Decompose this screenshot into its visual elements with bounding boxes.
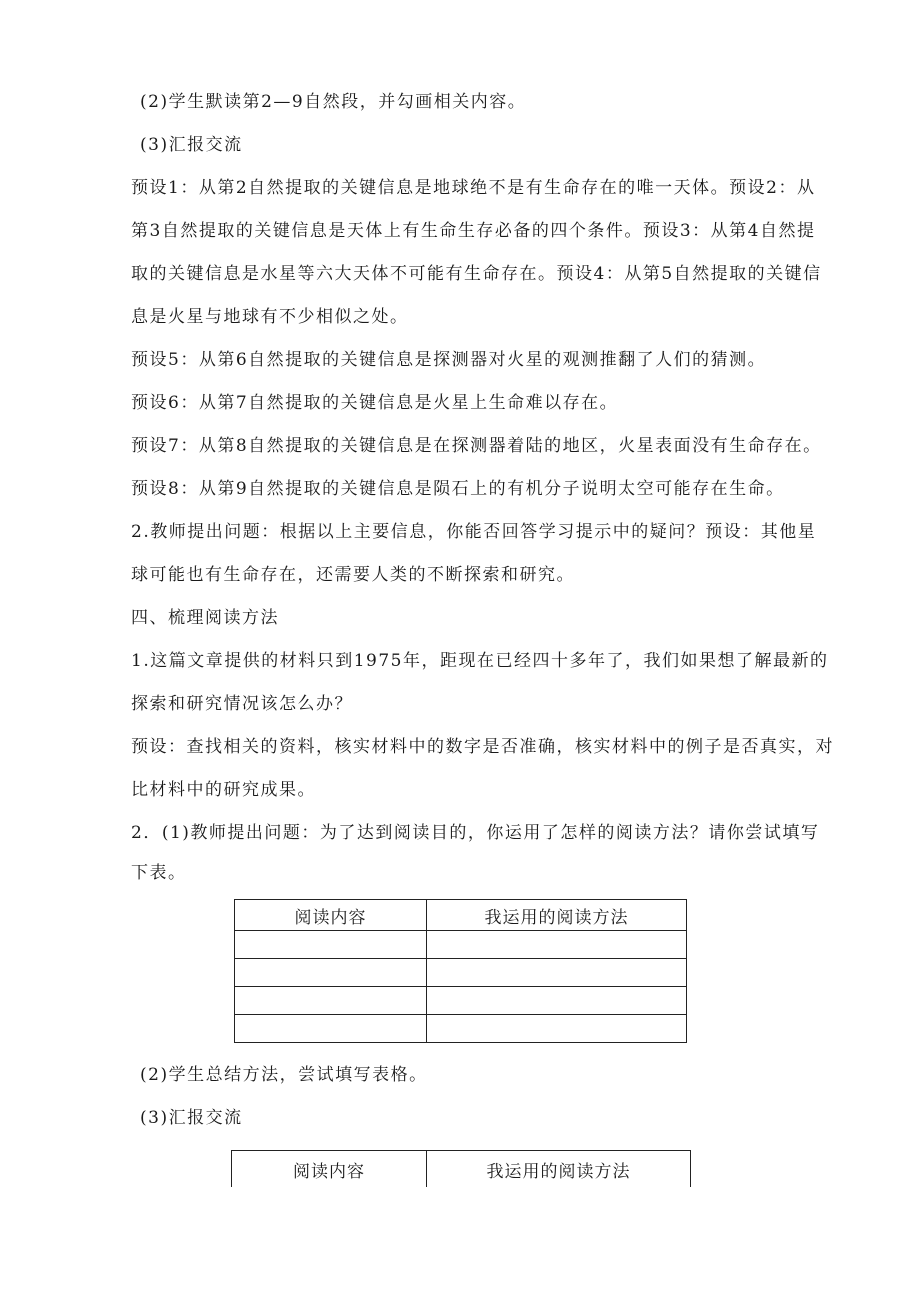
line-14: 1.这篇文章提供的材料只到1975年，距现在已经四十多年了，我们如果想了解最新的: [131, 651, 829, 671]
line-5: 取的关键信息是水星等六大天体不可能有生命存在。预设4：从第5自然提取的关键信: [131, 264, 822, 284]
line-20: (2)学生总结方法，尝试填写表格。: [140, 1065, 428, 1085]
table-row: [235, 1015, 687, 1043]
line-15: 探索和研究情况该怎么办？: [131, 694, 353, 714]
section-heading: 四、梳理阅读方法: [131, 608, 279, 628]
line-11: 2.教师提出问题：根据以上主要信息，你能否回答学习提示中的疑问？预设：其他星: [131, 522, 817, 542]
line-6: 息是火星与地球有不少相似之处。: [131, 307, 409, 327]
line-3: 预设1：从第2自然提取的关键信息是地球绝不是有生命存在的唯一天体。预设2：从: [131, 178, 816, 198]
table-row: [235, 959, 687, 987]
table-header-row: [235, 900, 687, 931]
line-8: 预设6：从第7自然提取的关键信息是火星上生命难以存在。: [131, 393, 619, 413]
table-cell: [427, 1015, 687, 1043]
table-cell: [235, 931, 427, 959]
table-cell: [427, 987, 687, 1015]
table-cell: [427, 959, 687, 987]
line-10: 预设8：从第9自然提取的关键信息是陨石上的有机分子说明太空可能存在生命。: [131, 479, 785, 499]
line-1: (2)学生默读第2—9自然段，并勾画相关内容。: [140, 92, 527, 112]
table-row: [235, 931, 687, 959]
line-12: 球可能也有生命存在，还需要人类的不断探索和研究。: [131, 565, 575, 585]
table-header-cell: 阅读内容: [232, 1151, 427, 1188]
line-7: 预设5：从第6自然提取的关键信息是探测器对火星的观测推翻了人们的猜测。: [131, 350, 767, 370]
line-21: (3)汇报交流: [140, 1108, 243, 1128]
table-cell: [235, 959, 427, 987]
table-row: [235, 987, 687, 1015]
line-9: 预设7：从第8自然提取的关键信息是在探测器着陆的地区，火星表面没有生命存在。: [131, 436, 822, 456]
line-16: 预设：查找相关的资料，核实材料中的数字是否准确，核实材料中的例子是否真实，对: [131, 737, 834, 757]
reading-method-table: [234, 899, 687, 1043]
line-19: 下表。: [131, 863, 187, 883]
line-18: 2．(1)教师提出问题：为了达到阅读目的，你运用了怎样的阅读方法？请你尝试填写: [131, 823, 820, 843]
report-table: [231, 1150, 691, 1187]
line-17: 比材料中的研究成果。: [131, 780, 316, 800]
table-header-cell: 阅读内容: [235, 900, 427, 931]
table-header-cell: 我运用的阅读方法: [427, 1151, 691, 1188]
table-header-cell: 我运用的阅读方法: [427, 900, 687, 931]
table-cell: [235, 987, 427, 1015]
table-header-row: [232, 1151, 691, 1188]
table-cell: [427, 931, 687, 959]
table-cell: [235, 1015, 427, 1043]
line-4: 第3自然提取的关键信息是天体上有生命生存必备的四个条件。预设3：从第4自然提: [131, 221, 816, 241]
line-2: (3)汇报交流: [140, 135, 243, 155]
